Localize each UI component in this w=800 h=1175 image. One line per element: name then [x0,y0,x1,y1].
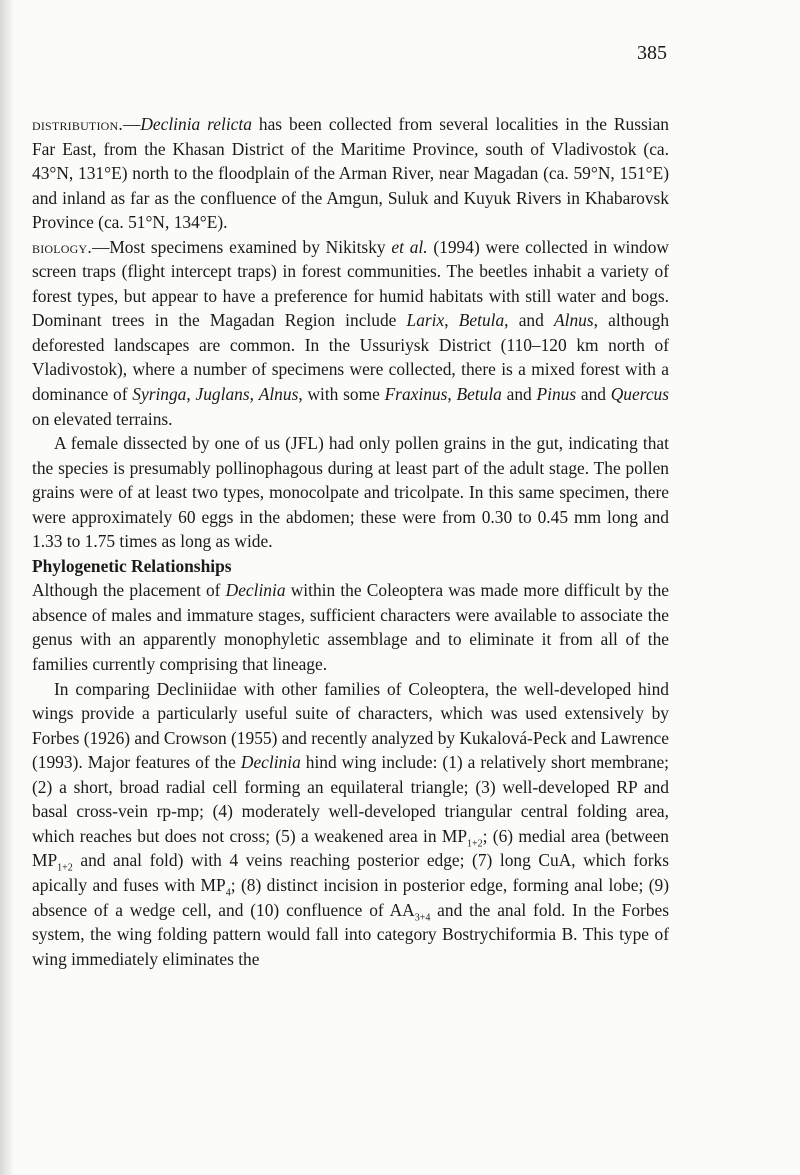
taxon-pinus: Pinus [536,384,577,405]
section-heading: Phylogenetic Relationships [32,555,232,576]
em-dash: — [91,236,110,257]
comparing-text: and the anal fold. In the Forbes system, the wing folding pattern would fall into category Bostrychiformia B. This type of wing immediately eliminates the [32,899,669,969]
page-body [32,112,669,971]
distribution-paragraph [32,112,669,235]
comparing-paragraph [32,677,669,972]
subscript: 1+2 [467,838,483,850]
comparing-text: ; (8) distinct incision in posterior edge, forming anal lobe; (9) absence of a wedge cell, and (10) confluence of AA [32,874,670,920]
taxon-betula: Betula [458,310,505,331]
placement-paragraph [32,578,669,676]
separator: , [186,384,196,405]
genus-name: Declinia [225,580,286,601]
species-name: Declinia relicta [140,114,252,134]
page-number: 385 [637,42,667,64]
taxon-larix: Larix [406,310,445,331]
comparing-text: and anal fold) with 4 veins reaching posterior edge; (7) long CuA, which forks apically and fuses with MP [32,850,669,895]
biology-text: Most specimens examined by Nikitsky [109,236,392,257]
taxon-juglans: Juglans [195,384,250,405]
taxon-syringa: Syringa [132,384,187,405]
taxon-fraxinus: Fraxinus [384,384,448,405]
female-paragraph: A female dissected by one of us (JFL) had only pollen grains in the gut, indicating that the species is presumably pollinophagous during at least part of the adult stage. The pollen grains were of at least two types, monocolpate and tricolpate. In this same specimen, there were approximately 60 eggs in the abdomen; these were from 0.30 to 0.45 mm long and 1.33 to 1.75 times as long as wide. [32,433,669,552]
taxon-alnus: Alnus [554,310,594,331]
separator: , and [504,310,554,331]
taxon-alnus: Alnus [258,384,299,405]
subscript: 4 [225,887,231,899]
separator: , [447,384,457,405]
biology-text: (1994) were collected in window screen traps (flight intercept traps) in forest communities. The beetles inhabit a variety of forest types, but appear to have a preference for humid habitats with still water and bogs. Dominant trees in the Magadan Region include [32,236,669,331]
subscript: 3+4 [414,911,431,923]
comparing-text: In comparing Decliniidae with other families of Coleoptera, the well-developed hind wings provide a particularly useful suite of characters, which was used extensively by Forbes (1926) and Crowson (1955) and recently analyzed by Kukalová-Peck and Lawrence (1993). Major features of the [32,678,669,773]
biology-text: , although deforested landscapes are common. In the Ussuriysk District (110–120 km north of Vladivostok), where a number of specimens were collected, there is a mixed forest with a dominance of [32,310,670,405]
page-binding-shadow [0,0,14,1175]
biology-text: , with some [298,384,385,405]
biology-label: biology. [32,236,92,257]
biology-paragraph [32,235,669,431]
placement-text: within the Coleoptera was made more difficult by the absence of males and immature stages, sufficient characters were available to associate the genus with an apparently monophyletic assemblage and to eliminate it from all of the families currently comprising that lineage. [32,580,669,675]
distribution-label: distribution. [32,114,123,134]
biology-text: on elevated terrains. [32,408,173,429]
separator: , [249,384,259,405]
subscript: 1+2 [57,862,73,874]
placement-text: Although the placement of [32,580,226,601]
comparing-text: ; (6) medial area (between MP [32,825,670,871]
taxon-betula: Betula [456,384,502,405]
distribution-text: has been collected from several localities in the Russian Far East, from the Khasan District of the Maritime Province, south of Vladivostok (ca. 43°N, 131°E) north to the floodplain of the Arman River, near Magadan (ca. 59°N, 151°E) and inland as far as the confluence of the Amgun, Suluk and Kuyuk Rivers in Khabarovsk Province (ca. 51°N, 134°E). [32,114,669,233]
separator: , [444,310,459,331]
separator: and [501,384,537,405]
et-al: et al. [391,236,428,257]
em-dash: — [122,114,141,134]
genus-name: Declinia [240,752,301,773]
comparing-text: hind wing include: (1) a relatively short membrane; (2) a short, broad radial cell forming an equilateral triangle; (3) well-developed RP and basal cross-vein rp-mp; (4) moderately well-developed triangular central folding area, which reaches but does not cross; (5) a weakened area in MP [32,752,670,846]
separator: and [576,384,611,405]
taxon-quercus: Quercus [610,384,669,405]
